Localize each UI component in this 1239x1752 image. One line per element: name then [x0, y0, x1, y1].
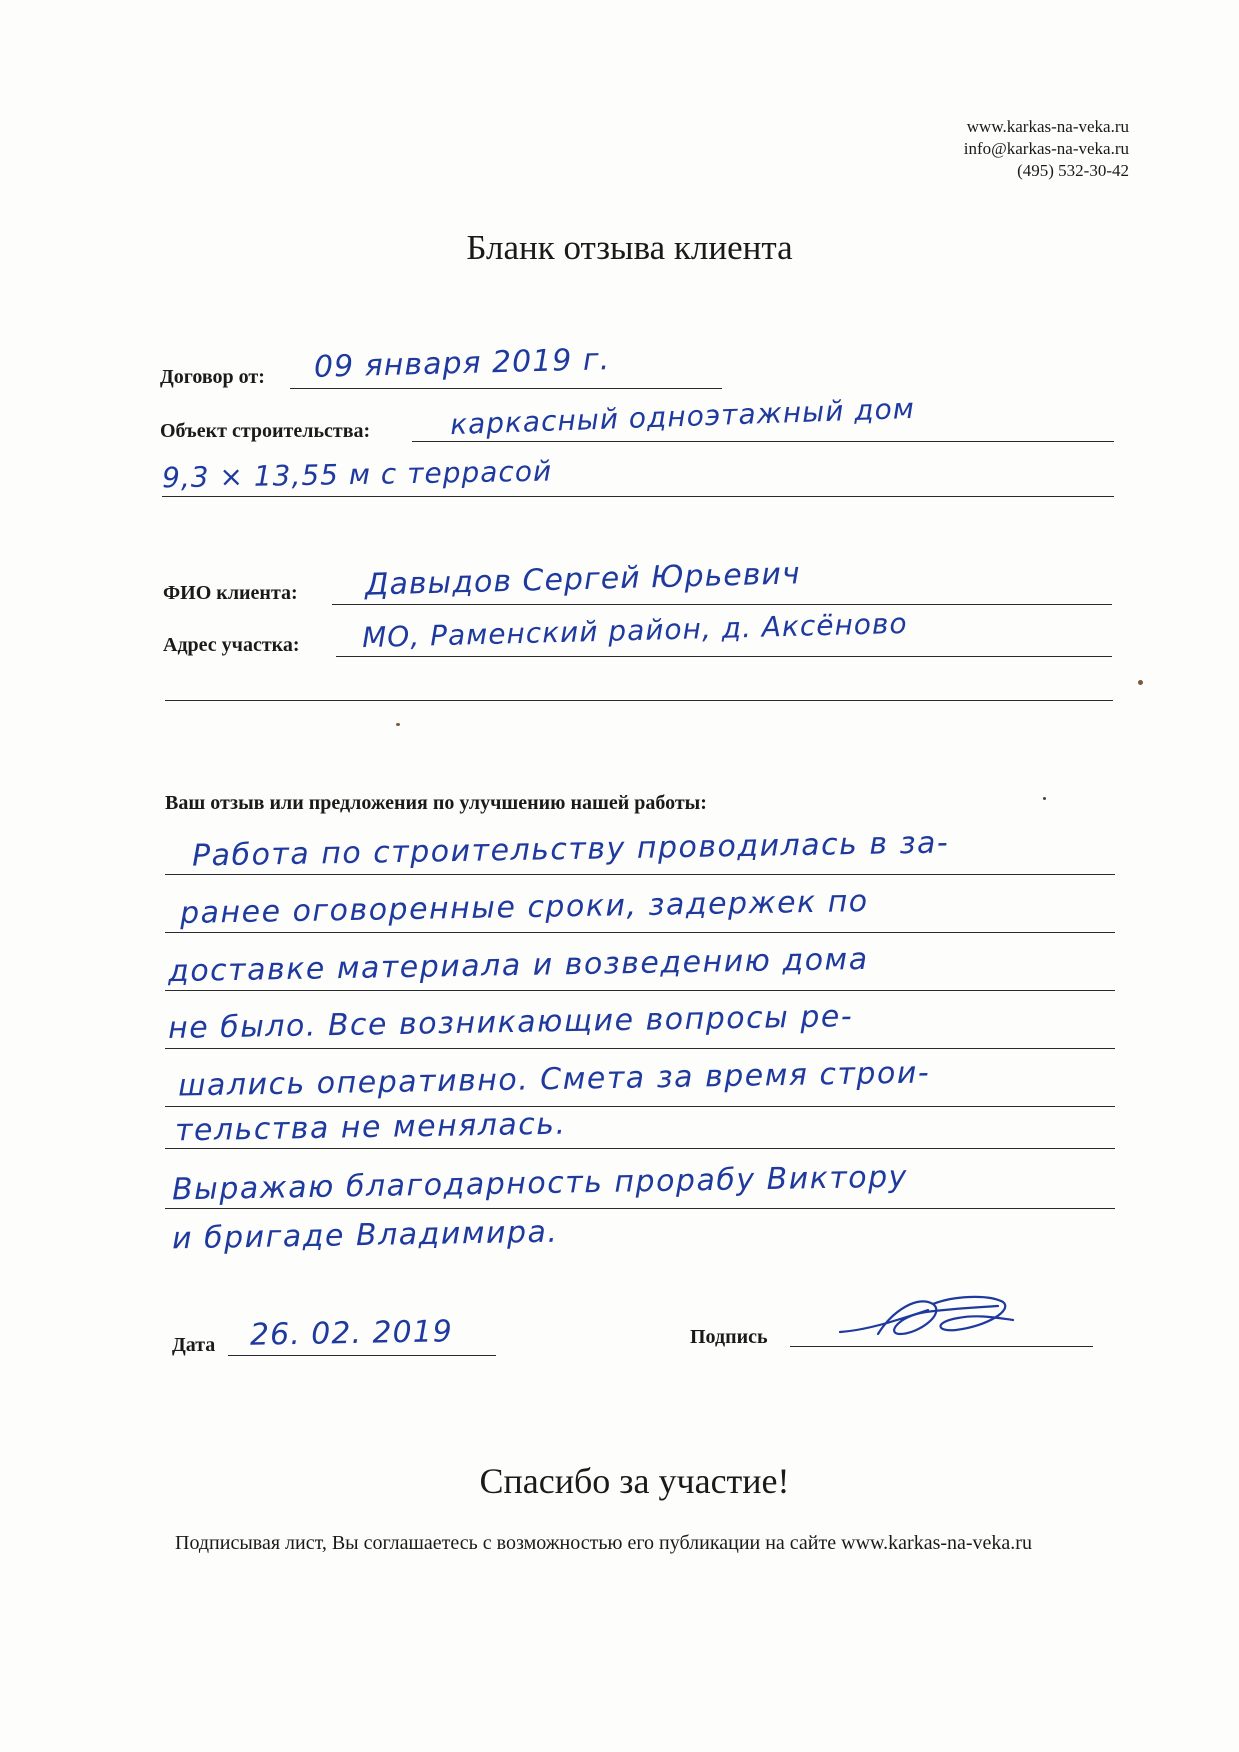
contract-label: Договор от: [160, 366, 265, 388]
object-line-1 [412, 441, 1114, 442]
review-text-line: ранее оговоренные сроки, задержек по [179, 883, 869, 932]
form-title: Бланк отзыва клиента [466, 228, 793, 267]
review-rule-3 [165, 990, 1115, 991]
review-text-line: тельства не менялась. [174, 1106, 567, 1149]
object-line-2 [162, 496, 1114, 497]
signature-label: Подпись [690, 1326, 768, 1348]
review-rule-4 [165, 1048, 1115, 1049]
date-line [228, 1355, 496, 1356]
contract-line [290, 388, 722, 389]
review-rule-6 [165, 1148, 1115, 1149]
paper-speck [1043, 797, 1046, 800]
consent-text: Подписывая лист, Вы соглашаетесь с возможностью его публикации на сайте www.karkas-na-veka.ru [175, 1532, 1032, 1554]
address-line-2 [165, 700, 1113, 701]
review-text-line: Работа по строительству проводилась в за- [191, 825, 950, 874]
website-text: www.karkas-na-veka.ru [966, 117, 1129, 136]
phone-text: (495) 532-30-42 [1017, 161, 1129, 180]
review-rule-2 [165, 932, 1115, 933]
date-label: Дата [172, 1334, 216, 1356]
object-value-1: каркасный одноэтажный дом [449, 391, 916, 442]
address-value: МО, Раменский район, д. Аксёново [361, 606, 908, 655]
email-text: info@karkas-na-veka.ru [963, 139, 1129, 158]
review-text-line: доставке материала и возведению дома [167, 941, 869, 990]
address-line-1 [336, 656, 1112, 657]
handwritten-signature [838, 1290, 1018, 1350]
review-text-line: Выражаю благодарность прорабу Виктору [171, 1159, 909, 1208]
review-rule-7 [165, 1208, 1115, 1209]
review-text-line: шались оперативно. Смета за время строи- [177, 1055, 931, 1104]
object-label: Объект строительства: [160, 420, 371, 442]
object-value-2: 9,3 × 13,55 м с террасой [161, 454, 553, 495]
contact-block [964, 116, 1129, 182]
contract-value: 09 января 2019 г. [313, 342, 611, 385]
review-rule-5 [165, 1106, 1115, 1107]
address-label: Адрес участка: [163, 634, 300, 656]
client-label: ФИО клиента: [163, 582, 298, 604]
review-rule-1 [165, 874, 1115, 875]
review-label: Ваш отзыв или предложения по улучшению нашей работы: [165, 792, 707, 814]
client-line [332, 604, 1112, 605]
date-value: 26. 02. 2019 [249, 1314, 454, 1353]
client-value: Давыдов Сергей Юрьевич [364, 556, 802, 603]
thanks-heading: Спасибо за участие! [479, 1461, 790, 1501]
review-text-line: и бригаде Владимира. [171, 1214, 559, 1257]
review-text-line: не было. Все возникающие вопросы ре- [167, 999, 854, 1046]
paper-speck [1138, 680, 1143, 685]
paper-speck [396, 723, 400, 726]
